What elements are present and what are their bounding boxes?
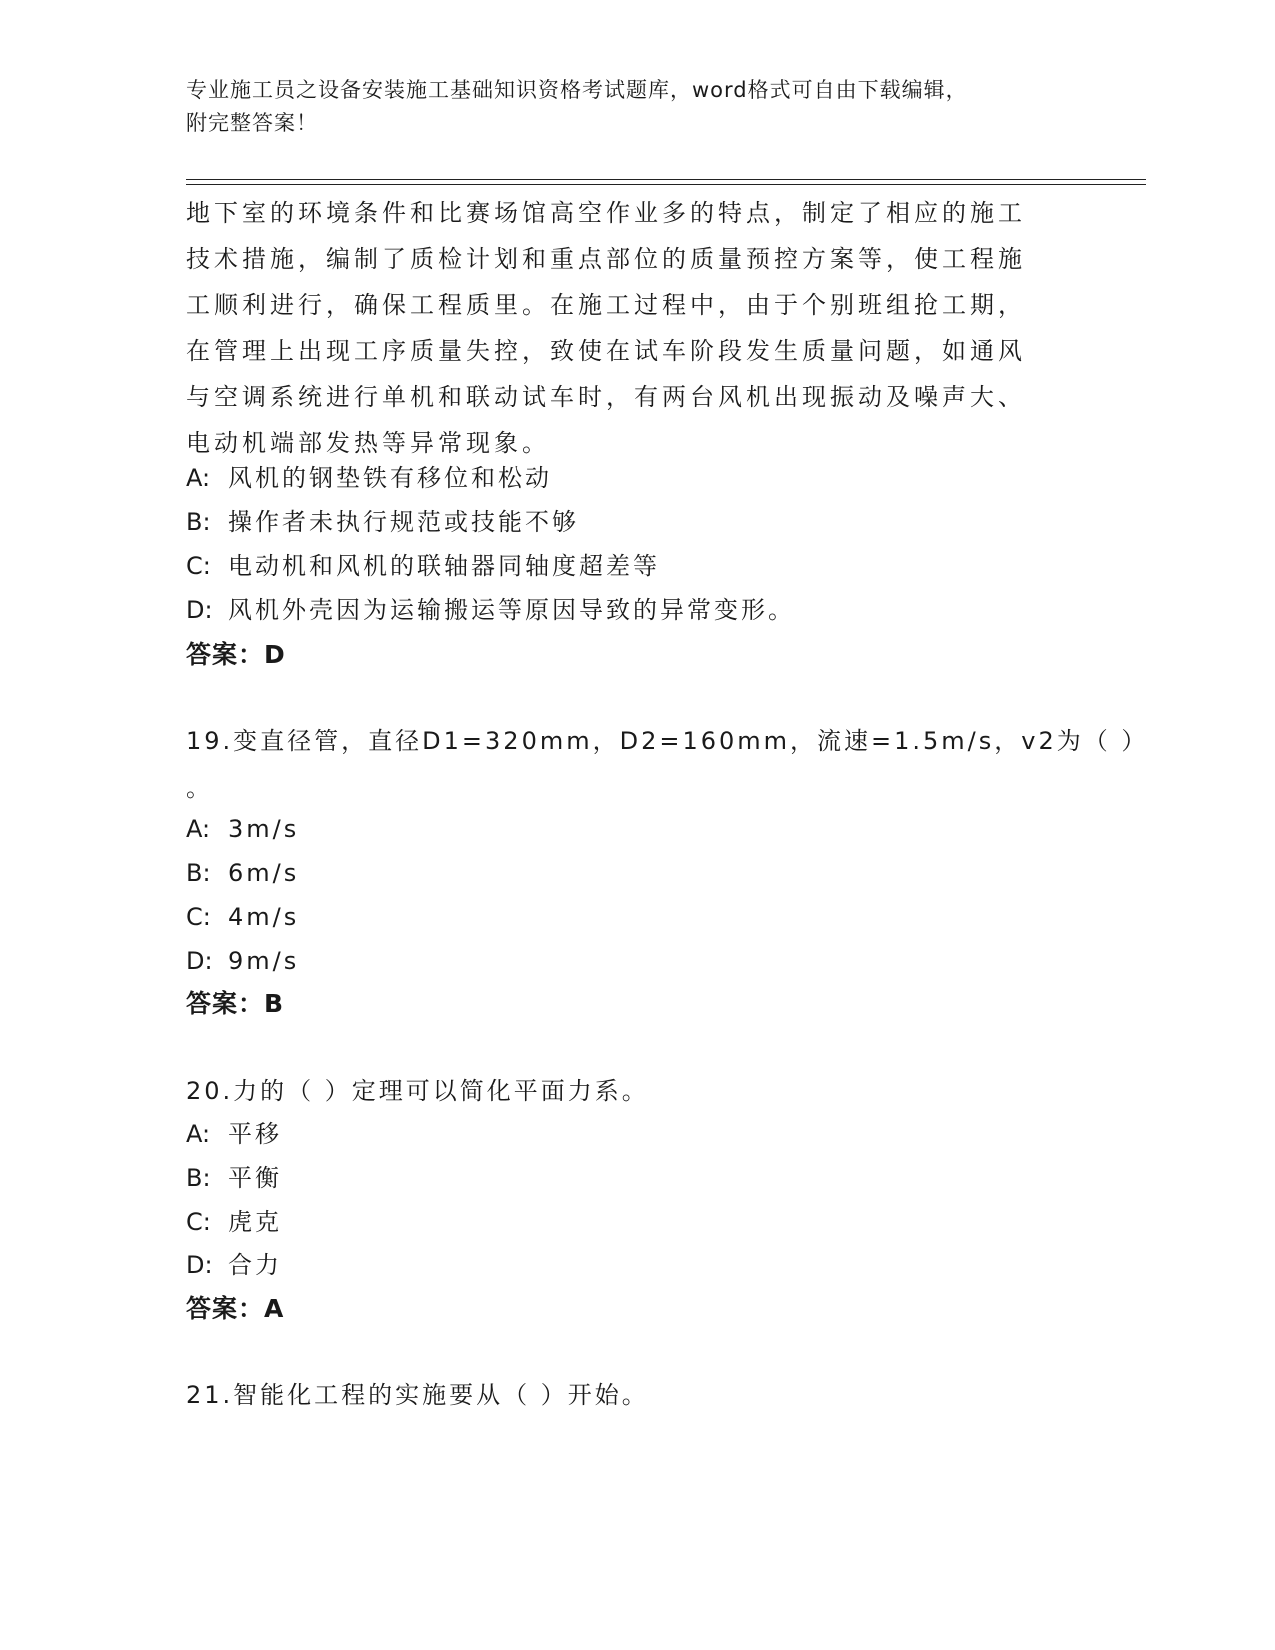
q21-title: 21.智能化工程的实施要从（ ）开始。 [186, 1381, 649, 1409]
option-text: 操作者未执行规范或技能不够 [228, 508, 579, 536]
option-key: D: [186, 596, 213, 624]
header-divider-bottom [186, 184, 1146, 185]
option-text: 9m/s [228, 947, 300, 975]
question-18-stem [186, 190, 1086, 466]
option-key: A: [186, 464, 211, 492]
option-text: 风机的钢垫铁有移位和松动 [228, 464, 552, 492]
option-key: B: [186, 1164, 211, 1192]
option-text: 平衡 [228, 1164, 282, 1192]
stem-line: 工顺利进行，确保工程质里。在施工过程中，由于个别班组抢工期， [186, 291, 1026, 319]
q20-option-d [186, 1247, 282, 1283]
stem-line: 在管理上出现工序质量失控，致使在试车阶段发生质量问题，如通风 [186, 337, 1026, 365]
option-text: 合力 [228, 1251, 282, 1279]
q18-option-b [186, 504, 579, 540]
option-text: 3m/s [228, 815, 300, 843]
header-line-1: 专业施工员之设备安装施工基础知识资格考试题库，word格式可自由下载编辑， [186, 78, 968, 102]
option-key: B: [186, 859, 211, 887]
header-line-2: 附完整答案！ [186, 111, 318, 135]
option-text: 6m/s [228, 859, 300, 887]
q19-title-tail: 。 [186, 774, 210, 802]
q20-option-b [186, 1160, 282, 1196]
option-key: C: [186, 552, 211, 580]
option-key: A: [186, 1120, 211, 1148]
q18-option-a [186, 460, 552, 496]
option-key: D: [186, 947, 213, 975]
stem-line: 电动机端部发热等异常现象。 [186, 429, 550, 457]
q20-answer: 答案：A [186, 1294, 285, 1323]
q18-option-c [186, 548, 660, 584]
option-key: C: [186, 1208, 211, 1236]
q19-option-a [186, 811, 299, 847]
option-text: 风机外壳因为运输搬运等原因导致的异常变形。 [228, 596, 795, 624]
stem-line: 地下室的环境条件和比赛场馆高空作业多的特点，制定了相应的施工 [186, 199, 1026, 227]
q18-answer: 答案：D [186, 640, 286, 669]
stem-line: 与空调系统进行单机和联动试车时，有两台风机出现振动及噪声大、 [186, 383, 1026, 411]
option-key: D: [186, 1251, 213, 1279]
option-text: 虎克 [228, 1208, 282, 1236]
q20-option-c [186, 1204, 282, 1240]
option-key: B: [186, 508, 211, 536]
q19-option-b [186, 855, 299, 891]
stem-line: 技术措施，编制了质检计划和重点部位的质量预控方案等，使工程施 [186, 245, 1026, 273]
q19-option-c [186, 899, 299, 935]
option-text: 电动机和风机的联轴器同轴度超差等 [228, 552, 660, 580]
q19-title: 19.变直径管，直径D1=320mm，D2=160mm，流速=1.5m/s，v2为（ ） [186, 727, 1149, 755]
q19-option-d [186, 943, 299, 979]
q18-option-d [186, 592, 795, 628]
q20-title: 20.力的（ ）定理可以简化平面力系。 [186, 1077, 649, 1105]
option-key: A: [186, 815, 211, 843]
header-divider-top [186, 179, 1146, 180]
q20-option-a [186, 1116, 282, 1152]
document-header [186, 74, 1066, 140]
q19-answer: 答案：B [186, 989, 285, 1018]
option-text: 4m/s [228, 903, 300, 931]
option-key: C: [186, 903, 211, 931]
option-text: 平移 [228, 1120, 282, 1148]
